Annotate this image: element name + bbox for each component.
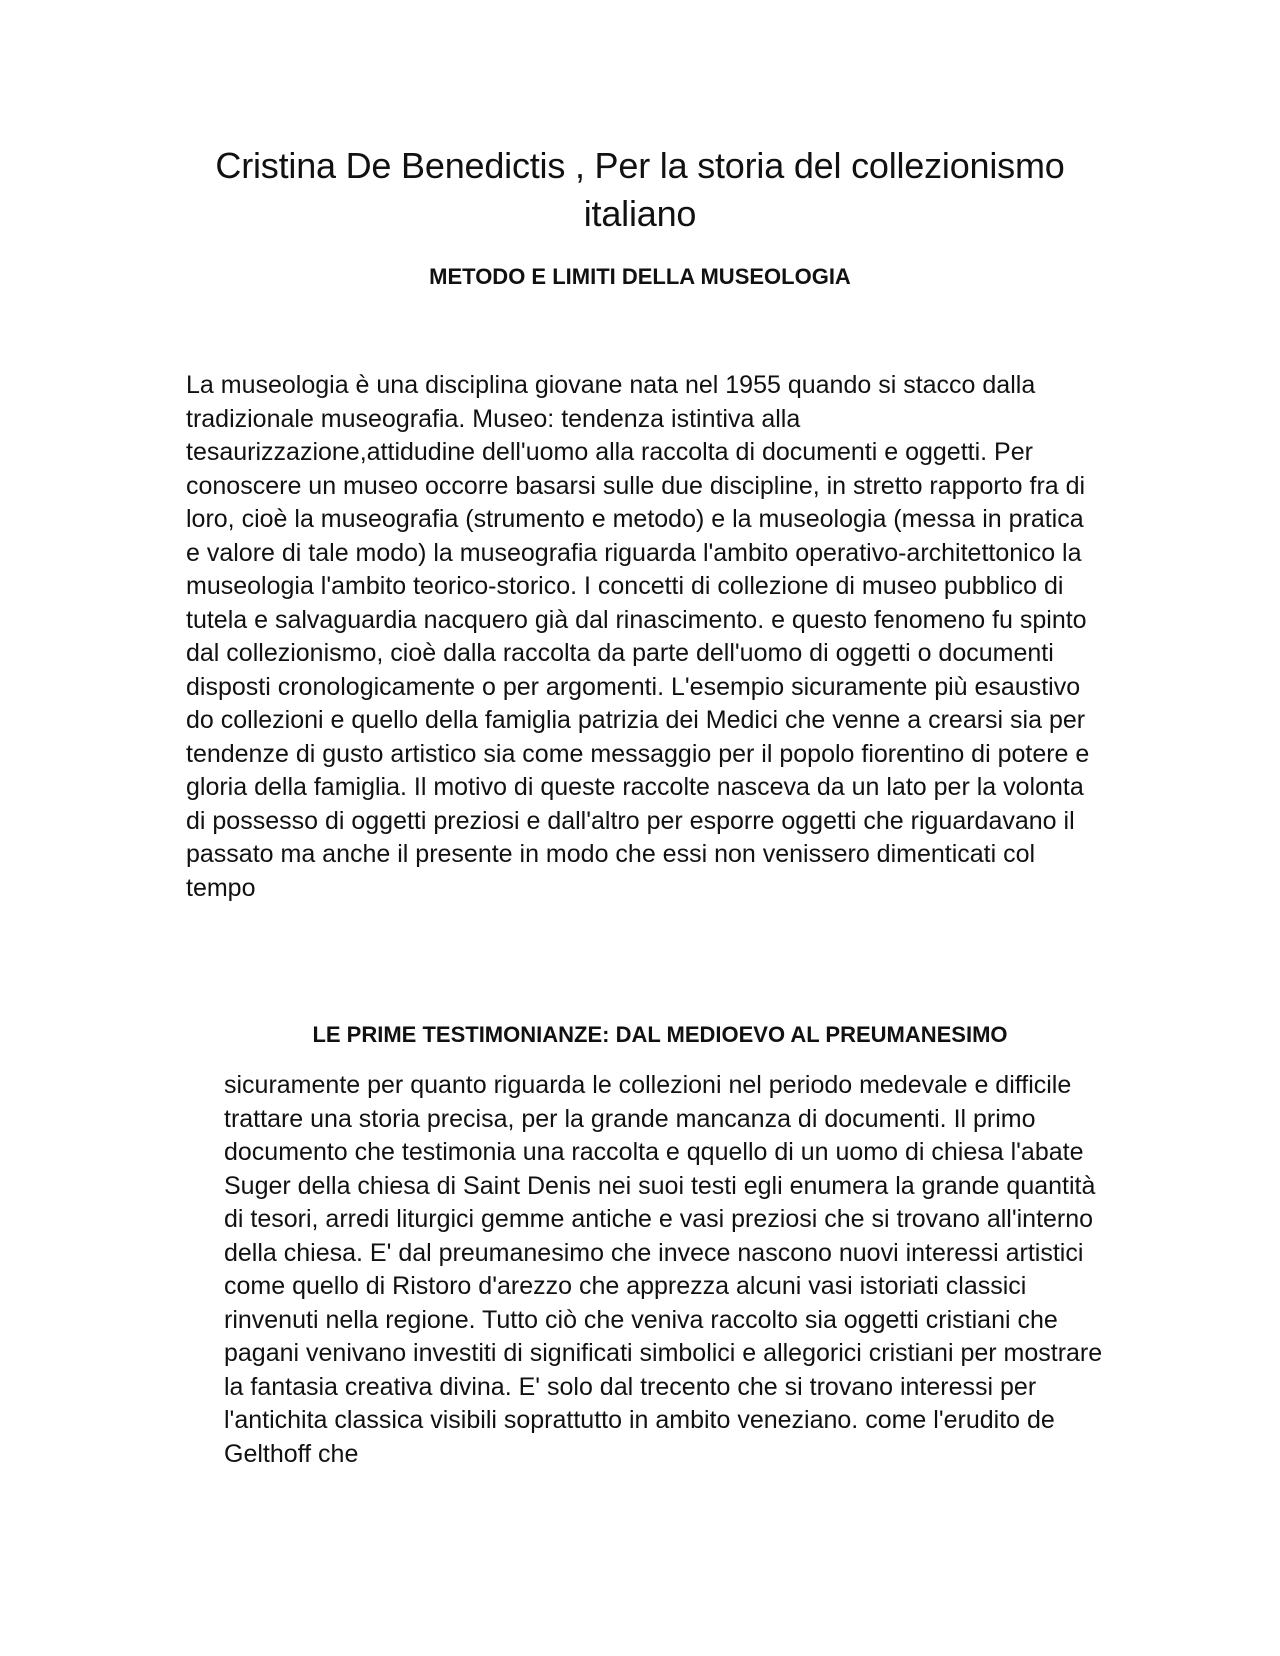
document-title: Cristina De Benedictis , Per la storia del collezionismo italiano	[215, 145, 1065, 234]
paragraph-museologia: La museologia è una disciplina giovane nata nel 1955 quando si stacco dalla tradizionale museografia. Museo: tendenza istintiva alla tesaurizzazione,attidudine dell'uomo alla raccolta di documenti e oggetti. Per conoscere un museo occorre basarsi sulle due discipline, in stretto rapporto fra di loro, cioè la museografia (strumento e metodo) e la museologia (messa in pratica e valore di tale modo) la museografia riguarda l'ambito operativo-architettonico la museologia l'ambito teorico-storico. I concetti di collezione di museo pubblico di tutela e salvaguardia nacquero già dal rinascimento. e questo fenomeno fu spinto dal collezionismo, cioè dalla raccolta da parte dell'uomo di oggetti o documenti disposti cronologicamente o per argomenti. L'esempio sicuramente più esaustivo do collezioni e quello della famiglia patrizia dei Medici che venne a crearsi sia per tendenze di gusto artistico sia come messaggio per il popolo fiorentino di potere e gloria della famiglia. Il motivo di queste raccolte nasceva da un lato per la volonta di possesso di oggetti preziosi e dall'altro per esporre oggetti che riguardavano il passato ma anche il presente in modo che essi non venissero dimenticati col tempo	[186, 371, 1090, 902]
section-heading-museologia: METODO E LIMITI DELLA MUSEOLOGIA	[429, 264, 851, 289]
paragraph-prime-testimonianze: sicuramente per quanto riguarda le collezioni nel periodo medevale e difficile trattare una storia precisa, per la grande mancanza di documenti. Il primo documento che testimonia una raccolta e qquello di un uomo di chiesa l'abate Suger della chiesa di Saint Denis nei suoi testi egli enumera la grande quantità di tesori, arredi liturgici gemme antiche e vasi preziosi che si trovano all'interno della chiesa. E' dal preumanesimo che invece nascono nuovi interessi artistici come quello di Ristoro d'arezzo che apprezza alcuni vasi istoriati classici rinvenuti nella regione. Tutto ciò che veniva raccolto sia oggetti cristiani che pagani venivano investiti di significati simbolici e allegorici cristiani per mostrare la fantasia creativa divina. E' solo dal trecento che si trovano interessi per l'antichita classica visibili soprattutto in ambito veneziano. come l'erudito de Gelthoff che	[224, 1071, 1103, 1468]
section-heading-prime-testimonianze: LE PRIME TESTIMONIANZE: DAL MEDIOEVO AL PREUMANESIMO	[312, 1022, 1008, 1047]
